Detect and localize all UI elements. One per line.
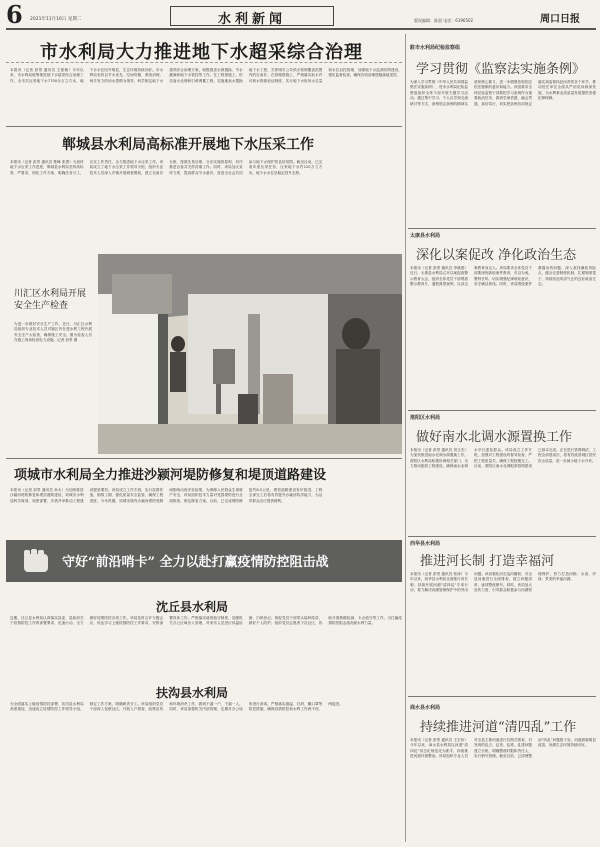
issue-date: 2021年11月16日 星期二 [30, 17, 82, 22]
section-title [170, 6, 334, 26]
article5-body: 为全面落实上级疫情防控部署，扶沟县水利局高度重视，迅速成立疫情防控工作领导小组，制定工作方案，明确职责分工。该局组织党员干部深入包联社区，开展入户排查、政策宣传和环境消杀工作，做到不漏一户、不漏一人。同时，该局加强机关内部管理，定期对办公场所进行消毒，严格落实测温、扫码、戴口罩等防控措施，确保疫情防控和水利工作两不误、两促进。 [10, 702, 343, 712]
article4-headline: 沈丘县水利局 [156, 600, 229, 614]
right-top-title: 学习贯彻《监察法实施条例》 [416, 62, 586, 77]
article2-headline: 郸城县水利局高标准开展地下水压采工作 [62, 137, 314, 153]
article3-headline: 项城市水利局全力推进沙颍河堤防修复和堤顶道路建设 [14, 468, 327, 483]
news-photo-image [98, 254, 402, 454]
fist-icon [16, 546, 56, 576]
right-kicker: 駐市水利局纪检监察组 [410, 45, 461, 51]
article4-body: 近期，沈丘县水利局认真落实县委、县政府关于疫情防控工作的部署要求，迅速行动，全力做好疫情防控各项工作。该局及时召开专题会议，传达学习上级疫情防控工作要求，安排部署具体工作。严格落实值班值守制度，加强机关办公区域出入管理，对来访人员进行体温检测、扫码登记；督促党员干部带头接种疫苗，做好个人防护；组织党员志愿者下沉社区，协助开展核酸检测、卡点值守等工作，为打赢疫情防控阻击战贡献水利力量。 [10, 616, 402, 626]
article5-headline: 扶沟县水利局 [156, 686, 229, 700]
article3-body: 本报讯（记者 彭景 通讯员 孙永）为加快推进沙颍河堤防修复和堤顶道路建设，项城市水利局科学谋划、周密部署，多措并举推动工程建设提质增效。该局成立工作专班，实行挂图作战，倒排工期，强化质量安全监管，确保工程进度。今年汛期，项城市境内沙颍河堤防受降雨影响出现多处险情，为保障人民群众生命财产安全，该局组织技术力量对受损堤防进行全面排查，制定修复方案。目前，已完成堤防修复约8.5公里，堤顶道路建设有序推进，工程全部完工后将有效提升沙颍河防洪能力，为沿岸群众出行提供便利。 [10, 488, 323, 503]
huaiyang-body: 本报讯（记者 彭景 通讯员 刘文杰）为加快推进南水北调水源置换工作，淮阳区水利局积极协调相关部门，全力推动配套工程建设，确保南水北调水早日惠及群众。该局成立工作专班，加强对工程建设的督导检查，严把工程质量关，确保工程按期完工。目前，淮阳区南水北调配套管网建设已基本完成，正在进行管网调试，工程全部建成后，将有效改善城区居民饮水质量，进一步减少地下水开采。 [410, 448, 596, 469]
page-number: 6 [6, 0, 23, 29]
taikang-title: 深化以案促改 净化政治生态 [416, 248, 577, 263]
xihua-label: 西华县水利局 [410, 541, 441, 547]
xihua-title: 推进河长制 打造幸福河 [420, 554, 555, 569]
shangshui-label: 商水县水利局 [410, 705, 441, 711]
page-header [0, 0, 600, 30]
article2-body: 本报讯（记者 彭景 通讯员 楚峰 张勇）为加快地下水压采工作进度，郸城县水利局坚持高标准、严要求，细化工作方案，明确任务分工，压实工作责任，全力推进地下水压采工作。该局成立了地下水压采工作领导小组，组织专业技术人员深入乡镇开展调查摸底，建立自备井台账，按照先易后难、分步实施的原则，有序推进自备井关停封填工作。同时，该局加大宣传力度，提高群众节水意识，营造全社会共同参与地下水保护的良好氛围。截至目前，已完成年度压采任务，压采地下水约120万立方米，地下水水位呈稳定回升态势。 [10, 160, 323, 175]
epidemic-banner [6, 540, 402, 582]
huaiyang-title: 做好南水北调水源置换工作 [416, 430, 573, 445]
editor-info: 版权编辑：陈晨 电话：6196502 [414, 18, 474, 23]
photo-caption-title: 川汇区水利局开展安全生产检查 [14, 289, 87, 311]
main-headline: 市水利局大力推进地下水超采综合治理 [40, 42, 363, 63]
taikang-label: 太康县水利局 [410, 233, 441, 239]
right-top-body: 为深入学习贯彻《中华人民共和国监察法实施条例》，驻市水利局纪检监察组组织全体干部开展专题学习活动。通过集中学习、个人自学和交流研讨等方式，深刻领会条例的精神实质和核心要义，进一步增强依规依纪依法履职的意识和能力。该组要求全体纪检监察干部要把学习条例作为重要政治任务，做到学深悟透、融会贯通、真信笃行，切实把条例各项规定落实到监督执纪问责的各个环节，推动驻在单位全面从严治党向纵深发展，为水利事业高质量发展提供坚强纪律保障。 [410, 80, 596, 106]
newspaper-logo: 周口日报 [540, 14, 580, 25]
huaiyang-label: 淮阳区水利局 [410, 415, 441, 421]
taikang-body: 本报讯（记者 彭景 通讯员 李晓燕）近日，太康县水利局召开以案促改警示教育大会，组织全体党员干部观看警示教育片，通报典型案例，以身边事教育身边人。该局要求全体党员干部要深刻汲取案件教训，引以为戒，警钟长鸣，切实增强纪律规矩意识，坚守廉洁底线。同时，该局围绕案件暴露出的问题，深入查找廉政风险点，健全完善制度机制，扎紧制度笼子，持续营造风清气正的良好政治生态。 [410, 266, 596, 287]
main-article-body: 本报讯（记者 彭景 通讯员 王夏敏）今年以来，市水利局统筹推进地下水超采综合治理工作，全市共压采地下水7700余万立方米，地下水水位回升明显，生态环境持续向好。市水利局坚持以节水优先、空间均衡、系统治理、两手发力的治水思路为指导，科学制定地下水超采综合治理方案，积极推进水源置换、节水灌溉和地下水管控等工作。在工程措施上，依托南水北调和引黄调蓄工程，实施地表水置换地下水工程，关停城市公共供水管网覆盖范围内的自备井；在管理措施上，严格落实取水许可和水资源论证制度，实行地下水取用水总量和水位双控管理，加强地下水监测站网建设，强化监督检查，确保各项治理措施落地见效。 [10, 68, 402, 83]
caption-box [10, 254, 96, 450]
section-title-text: 水利新闻 [217, 12, 286, 27]
news-photo [98, 254, 402, 454]
shangshui-title: 持续推进河道“清四乱”工作 [420, 720, 577, 735]
photo-caption-body: 为进一步做好安全生产工作，近日，川汇区水利局组织专业技术人员对辖区内在建水利工程开展安全生产大检查，确保施工安全。图为检查人员在施工现场检查电力设施。记者 彭景 摄 [14, 322, 92, 343]
shangshui-body: 本报讯（记者 彭景 通讯员 王宏伟）今年以来，商水县水利局以河道“清四乱”常态化规范化为抓手，持续推进河道环境整治。该局组织专业人员对全县主要河道进行拉网式排查，对发现的乱占、乱采、乱堆、乱建问题建立台账，明确整改时限和责任人，实行销号管理。截至目前，已清理整治“四乱”问题数十处，河道面貌明显改善，河湖生态环境持续向好。 [410, 738, 596, 759]
xihua-body: 本报讯（记者 彭景 通讯员 张涛）今年以来，西华县水利局全面推行河长制，持续开展河湖“清四乱”专项行动，着力解决河湖管理保护中的突出问题。该局强化河长巡河履职，对全县河流进行全面排查，建立问题清单，逐项整改销号。同时，该局加大宣传力度，引导群众积极参与河湖管理保护，努力打造河畅、水清、岸绿、景美的幸福河湖。 [410, 572, 596, 593]
banner-title: 守好“前沿哨卡” 全力以赴打赢疫情防控阻击战 [62, 555, 329, 570]
